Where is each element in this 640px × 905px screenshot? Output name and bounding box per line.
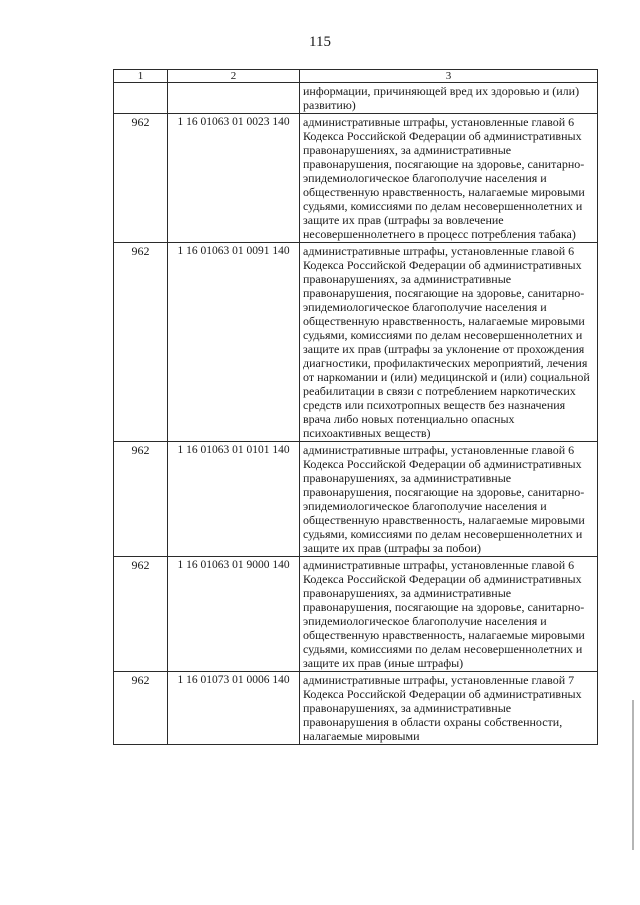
- table-row: [114, 672, 598, 745]
- kbk-code-cell: 1 16 01063 01 9000 140: [168, 557, 300, 672]
- table-row: [114, 557, 598, 672]
- table-header-row: [114, 70, 598, 83]
- admin-code-cell: 962: [114, 114, 168, 243]
- description-cell: административные штрафы, установленные главой 6 Кодекса Российской Федерации об административных правонарушениях, за административные правонарушения, посягающие на здоровье, санитарно-эпидемиологическое благополучие населения и общественную нравственность, налагаемые мировыми судьями, комиссиями по делам несовершеннолетних и защите их прав (штрафы за уклонение от прохождения диагностики, профилактических мероприятий, лечения от наркомании и (или) медицинской и (или) социальной реабилитации в связи с потреблением наркотических средств или психотропных веществ без назначения врача либо новых потенциально опасных психоактивных веществ): [300, 243, 598, 442]
- description-cell: административные штрафы, установленные главой 6 Кодекса Российской Федерации об административных правонарушениях, за административные правонарушения, посягающие на здоровье, санитарно-эпидемиологическое благополучие населения и общественную нравственность, налагаемые мировыми судьями, комиссиями по делам несовершеннолетних и защите их прав (штрафы за побои): [300, 442, 598, 557]
- table-row: [114, 442, 598, 557]
- kbk-code-cell: 1 16 01063 01 0023 140: [168, 114, 300, 243]
- description-cell: административные штрафы, установленные главой 7 Кодекса Российской Федерации об административных правонарушениях, за административные правонарушения в области охраны собственности, налагаемые мировыми: [300, 672, 598, 745]
- kbk-code-cell: 1 16 01063 01 0091 140: [168, 243, 300, 442]
- table-row: [114, 83, 598, 114]
- table-row: [114, 243, 598, 442]
- admin-code-cell: 962: [114, 557, 168, 672]
- header-cell-col1: 1: [114, 70, 168, 83]
- scan-edge-mark: [632, 700, 634, 850]
- description-cell: информации, причиняющей вред их здоровью и (или) развитию): [300, 83, 598, 114]
- budget-classification-table: [113, 69, 598, 745]
- kbk-code-cell: 1 16 01073 01 0006 140: [168, 672, 300, 745]
- description-cell: административные штрафы, установленные главой 6 Кодекса Российской Федерации об административных правонарушениях, за административные правонарушения, посягающие на здоровье, санитарно-эпидемиологическое благополучие населения и общественную нравственность, налагаемые мировыми судьями, комиссиями по делам несовершеннолетних и защите их прав (штрафы за вовлечение несовершеннолетнего в процесс потребления табака): [300, 114, 598, 243]
- admin-code-cell: [114, 83, 168, 114]
- kbk-code-cell: 1 16 01063 01 0101 140: [168, 442, 300, 557]
- page-number: 115: [309, 34, 331, 50]
- admin-code-cell: 962: [114, 442, 168, 557]
- header-cell-col2: 2: [168, 70, 300, 83]
- description-cell: административные штрафы, установленные главой 6 Кодекса Российской Федерации об административных правонарушениях, за административные правонарушения, посягающие на здоровье, санитарно-эпидемиологическое благополучие населения и общественную нравственность, налагаемые мировыми судьями, комиссиями по делам несовершеннолетних и защите их прав (иные штрафы): [300, 557, 598, 672]
- table-row: [114, 114, 598, 243]
- admin-code-cell: 962: [114, 672, 168, 745]
- header-cell-col3: 3: [300, 70, 598, 83]
- kbk-code-cell: [168, 83, 300, 114]
- admin-code-cell: 962: [114, 243, 168, 442]
